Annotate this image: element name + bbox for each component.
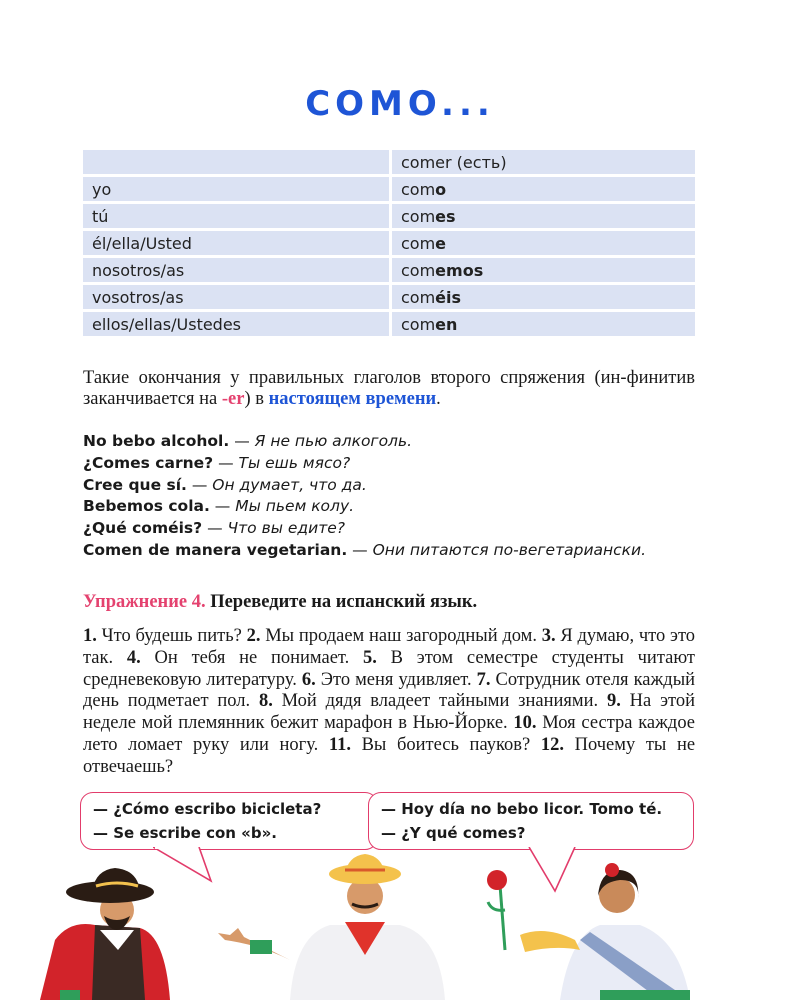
pronoun-cell: él/ella/Usted [83, 231, 392, 255]
exercise-item-text: Вы боитесь пауков? [361, 734, 531, 755]
verb-stem: com [401, 233, 436, 253]
table-row [83, 258, 695, 282]
explanation-text-1: Такие окончания у правильных глаголов второго спряжения (ин-финитив заканчивается на [83, 368, 695, 409]
tense-highlight: настоящем времени [268, 389, 437, 409]
example-spanish: ¿Qué coméis? [83, 519, 203, 538]
bubble-line: — ¿Y qué comes? [381, 824, 526, 842]
example-dash: — [218, 453, 234, 472]
example-dash: — [207, 519, 223, 538]
exercise-item-text: На этой неделе мой племянник бежит марафон в Нью-Йорке. [83, 691, 695, 734]
explanation-paragraph [83, 368, 695, 410]
example-line [83, 475, 723, 497]
verb-ending: emos [435, 260, 484, 280]
exercise-instruction: Переведите на испанский язык. [210, 592, 478, 612]
example-spanish: ¿Comes carne? [83, 453, 214, 472]
pronoun-cell: yo [83, 177, 392, 201]
verb-stem: com [401, 206, 436, 226]
verb-form-cell [392, 285, 695, 309]
exercise-item-text: Сотрудник отеля каждый день подметает пол. [83, 669, 696, 712]
verb-form-cell [392, 150, 695, 174]
exercise-item-number: 3. [541, 626, 556, 646]
verb-ending: en [435, 314, 458, 334]
exercise-item-text: Что будешь пить? [101, 626, 242, 646]
pronoun-cell: vosotros/as [83, 285, 392, 309]
example-russian: Они питаются по-вегетариански. [372, 540, 647, 559]
illustration-three-characters [0, 840, 800, 1000]
exercise-item-number: 11. [328, 734, 351, 755]
man-with-straw-hat-illustration [218, 854, 445, 1000]
exercise-label: Упражнение 4. [83, 592, 206, 612]
verb-stem: com [401, 260, 436, 280]
exercise-item-text: Мой дядя владеет тайными знаниями. [281, 691, 599, 712]
example-russian: Ты ешь мясо? [238, 453, 351, 472]
verb-ending: es [435, 206, 456, 226]
pronoun-cell [83, 150, 392, 174]
exercise-item-number: 9. [606, 691, 621, 712]
exercise-body [83, 626, 695, 779]
exercise-item-text: Мы продаем наш загородный дом. [265, 626, 538, 646]
example-line [83, 540, 723, 562]
example-dash: — [191, 475, 208, 494]
example-spanish: Cree que sí. [83, 475, 187, 494]
verb-stem: com [401, 179, 436, 199]
table-row [83, 204, 695, 228]
verb-ending: o [435, 179, 447, 199]
example-line [83, 496, 723, 518]
example-russian: Мы пьем колу. [235, 497, 355, 516]
exercise-item-text: Моя сестра каждое лето ломает руку или ногу. [83, 713, 696, 755]
table-row [83, 312, 695, 336]
bubble-line: — Se escribe con «b». [93, 824, 277, 842]
woman-with-flower-illustration [487, 863, 690, 1000]
example-line [83, 431, 723, 453]
verb-ending: éis [435, 287, 462, 307]
exercise-item-number: 6. [301, 669, 316, 690]
example-spanish: No bebo alcohol. [83, 432, 230, 450]
example-russian: Я не пью алкоголь. [254, 432, 413, 450]
table-row [83, 231, 695, 255]
exercise-item-text: Почему ты не отвечаешь? [83, 734, 696, 777]
verb-form-cell [392, 312, 695, 336]
exercise-item-text: Он тебя не понимает. [154, 647, 350, 668]
exercise-item-number: 12. [540, 734, 564, 755]
verb-ending: e [435, 233, 447, 253]
verb-form-cell [392, 231, 695, 255]
man-with-sombrero-illustration [40, 868, 170, 1000]
pronoun-cell: nosotros/as [83, 258, 392, 282]
example-dash: — [234, 432, 250, 450]
exercise-item-number: 5. [363, 647, 377, 668]
example-spanish: Bebemos cola. [83, 497, 210, 516]
bubble-line: — ¿Cómo escribo bicicleta? [93, 800, 322, 818]
example-spanish: Comen de manera vegetarian. [83, 540, 348, 559]
ending-highlight: -er [221, 389, 245, 409]
explanation-text-2: ) в [244, 389, 269, 409]
example-dash: — [214, 497, 231, 516]
exercise-heading [83, 592, 477, 613]
example-russian: Он думает, что да. [212, 475, 367, 494]
table-row [83, 177, 695, 201]
page-title: COMO... [305, 84, 495, 124]
example-russian: Что вы едите? [227, 519, 346, 538]
verb-form-cell [392, 204, 695, 228]
pronoun-cell: ellos/ellas/Ustedes [83, 312, 392, 336]
explanation-text-3: . [436, 389, 441, 409]
bubble-line: — Hoy día no bebo licor. Tomo té. [381, 800, 663, 818]
table-row [83, 150, 695, 174]
example-dash: — [352, 540, 368, 559]
example-line [83, 453, 723, 475]
conjugation-table [83, 147, 695, 339]
verb-form-cell [392, 177, 695, 201]
examples-list [83, 431, 723, 562]
exercise-item-number: 10. [513, 713, 537, 734]
exercise-item-text: Это меня удивляет. [320, 669, 472, 690]
verb-stem: comer (есть) [401, 152, 507, 172]
exercise-item-number: 1. [83, 626, 97, 646]
pronoun-cell: tú [83, 204, 392, 228]
exercise-item-text: Я думаю, что это так. [83, 626, 696, 668]
example-line [83, 518, 723, 540]
exercise-item-number: 4. [126, 647, 141, 668]
exercise-item-text: В этом семестре студенты читают средневековую литературу. [83, 647, 696, 690]
exercise-item-number: 2. [246, 626, 261, 646]
verb-stem: com [401, 314, 436, 334]
exercise-item-number: 7. [476, 669, 491, 690]
verb-form-cell [392, 258, 695, 282]
verb-stem: com [401, 287, 436, 307]
table-row [83, 285, 695, 309]
exercise-item-number: 8. [258, 691, 273, 712]
